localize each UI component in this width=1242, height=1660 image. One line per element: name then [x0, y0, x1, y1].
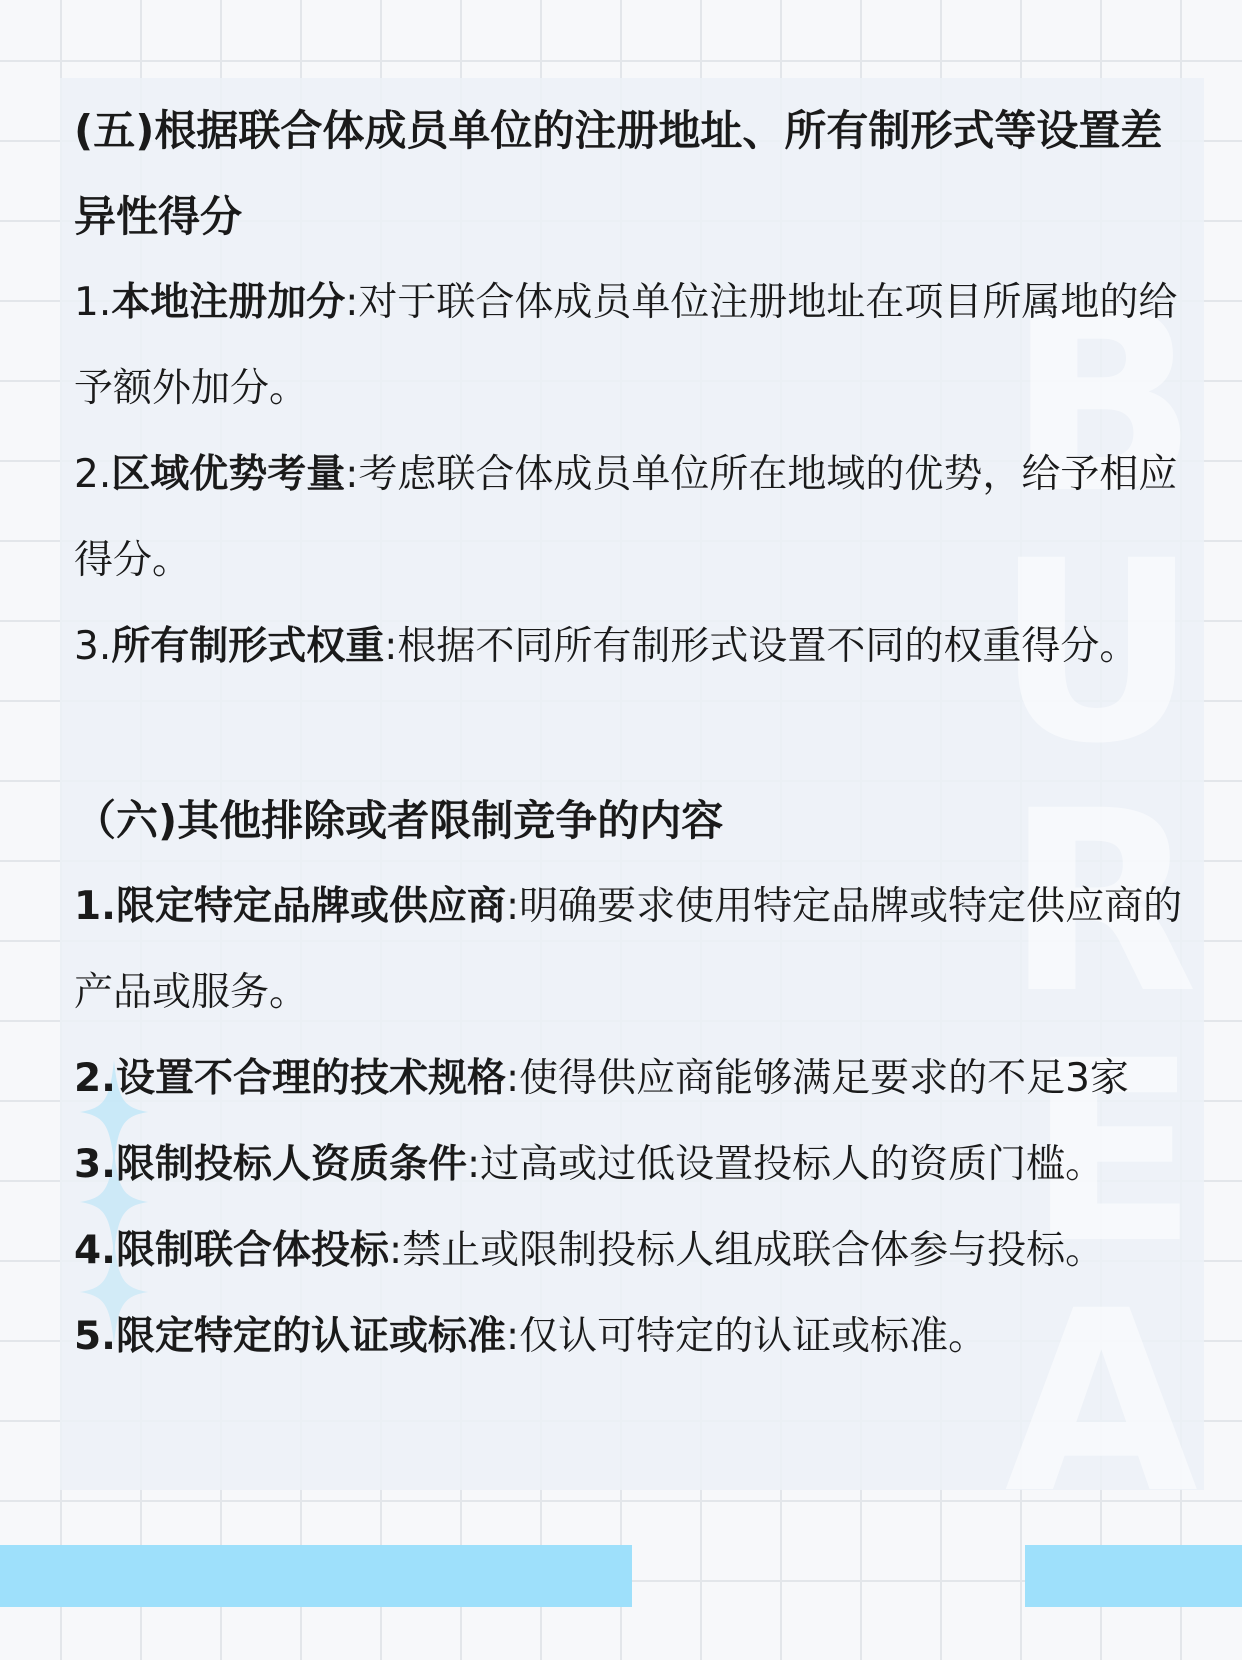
watermark-letter: E	[1027, 1007, 1198, 1298]
section-6-heading: （六)其他排除或者限制竞争的内容	[74, 796, 724, 845]
watermark-letter: B	[1007, 278, 1198, 548]
list-item: 2.设置不合理的技术规格:使得供应商能够满足要求的不足3家	[74, 1056, 1129, 1101]
list-item: 1.本地注册加分:对于联合体成员单位注册地址在项目所属地的给	[74, 280, 1178, 325]
accent-bar-left	[0, 1545, 632, 1607]
list-item: 3.限制投标人资质条件:过高或过低设置投标人的资质门槛。	[74, 1142, 1105, 1187]
list-item: 1.限定特定品牌或供应商:明确要求使用特定品牌或特定供应商的	[74, 884, 1183, 929]
list-item-cont: 产品或服务。	[74, 970, 309, 1015]
list-item-cont: 得分。	[74, 538, 192, 583]
watermark-letter: A	[1004, 1257, 1198, 1528]
list-item-cont: 予额外加分。	[74, 366, 309, 411]
list-item: 3.所有制形式权重:根据不同所有制形式设置不同的权重得分。	[74, 624, 1139, 669]
watermark-letter: R	[1005, 757, 1198, 1048]
list-item: 2.区域优势考量:考虑联合体成员单位所在地域的优势，给予相应	[74, 452, 1178, 497]
section-5-heading-cont: 异性得分	[74, 192, 243, 241]
list-item: 5.限定特定的认证或标准:仅认可特定的认证或标准。	[74, 1314, 988, 1359]
accent-bar-right	[1025, 1545, 1242, 1607]
watermark-letter: U	[994, 507, 1198, 798]
list-item: 4.限制联合体投标:禁止或限制投标人组成联合体参与投标。	[74, 1228, 1105, 1273]
document-body	[74, 88, 1194, 1380]
section-5-heading: (五)根据联合体成员单位的注册地址、所有制形式等设置差	[74, 106, 1163, 155]
